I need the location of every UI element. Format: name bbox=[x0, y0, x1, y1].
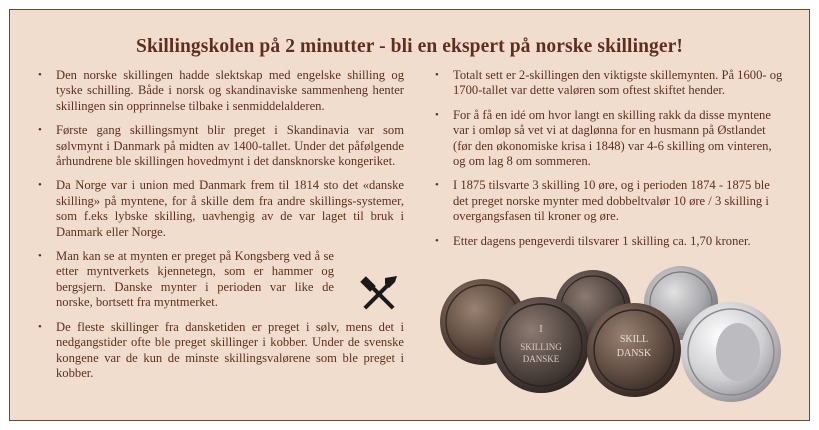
list-item bbox=[433, 68, 787, 99]
list-item bbox=[36, 249, 404, 311]
bullet-text: Da Norge var i union med Danmark frem til 1814 sto det «danske skilling» på myntene, for å skille dem fra andre skillings-systemer, som f.eks lybske skilling, uavhengig av de var laget til bruk i Danmark eller Norge. bbox=[56, 178, 404, 239]
coin bbox=[493, 297, 589, 393]
bullet-text: Man kan se at mynten er preget på Kongsberg ved å se etter myntverkets kjennetegn, som er hammer og bergsjern. Danske mynter i perioden var like de norske, bortsett fra myntmerket. bbox=[56, 249, 334, 310]
bullet-icon: • bbox=[38, 124, 42, 137]
bullet-icon: • bbox=[435, 69, 439, 81]
hammer-and-pick-icon bbox=[359, 274, 399, 314]
svg-text:DANSKE: DANSKE bbox=[522, 354, 560, 364]
list-item bbox=[36, 68, 404, 114]
list-item bbox=[36, 178, 404, 240]
coin bbox=[681, 302, 781, 402]
bullet-icon: • bbox=[38, 320, 42, 333]
svg-text:SKILLING: SKILLING bbox=[520, 342, 562, 352]
left-column bbox=[36, 68, 404, 390]
list-item bbox=[433, 234, 787, 249]
list-item bbox=[36, 320, 404, 382]
bullet-icon: • bbox=[435, 108, 439, 121]
bullet-icon: • bbox=[435, 234, 439, 247]
page-title: Skillingskolen på 2 minutter - bli en ekspert på norske skillinger! bbox=[136, 36, 683, 57]
info-panel bbox=[9, 9, 810, 421]
bullet-icon: • bbox=[38, 179, 42, 192]
coin bbox=[587, 303, 681, 397]
bullet-text: Den norske skillingen hadde slektskap med engelske shilling og tyske schilling. Både i norsk og skandinaviske sammenheng henter skillingen sin opprinnelse tilbake i senmiddelalderen. bbox=[56, 68, 404, 113]
bullet-text: Første gang skillingsmynt blir preget i Skandinavia var som sølvmynt i Danmark på midten av 1400-tallet. Under det påfølgende århundrene ble skillingen hovedmynt i det dansknorske kongeriket. bbox=[56, 123, 404, 169]
bullet-text: For å få en idé om hvor langt en skilling rakk da disse myntene var i omløp så vet vi at daglønna for en husmann på Østlandet (før den økonomiske krisa i 1848) var 4-6 skilling om vinteren, og om lag 8 om sommeren. bbox=[453, 107, 772, 169]
svg-text:SKILL: SKILL bbox=[619, 334, 649, 345]
bullet-icon: • bbox=[38, 250, 42, 263]
bullet-icon: • bbox=[38, 69, 42, 81]
right-column bbox=[433, 68, 787, 258]
list-item bbox=[36, 123, 404, 169]
list-item bbox=[433, 178, 787, 224]
bullet-text: I 1875 tilsvarte 3 skilling 10 øre, og i perioden 1874 - 1875 ble det preget norske mynter med dobbeltvalør 10 øre / 3 skilling i overgangsfasen til kroner og øre. bbox=[453, 178, 770, 224]
bullet-text: Totalt sett er 2-skillingen den viktigste skillemynten. På 1600- og 1700-tallet var dette valøren som oftest skiftet hender. bbox=[453, 68, 783, 98]
list-item bbox=[433, 108, 787, 170]
bullet-text: Etter dagens pengeverdi tilsvarer 1 skilling ca. 1,70 kroner. bbox=[453, 233, 751, 248]
coins-image bbox=[438, 260, 788, 410]
bullet-text: De fleste skillinger fra dansketiden er preget i sølv, mens det i nedgangstider ofte ble preget skillinger i kobber. Under de svenske kongene var de kun de minste skillingsvalørene som ble preget i kobber. bbox=[56, 319, 404, 380]
svg-text:I: I bbox=[539, 323, 543, 335]
svg-text:DANSK: DANSK bbox=[616, 348, 652, 359]
bullet-icon: • bbox=[435, 179, 439, 192]
